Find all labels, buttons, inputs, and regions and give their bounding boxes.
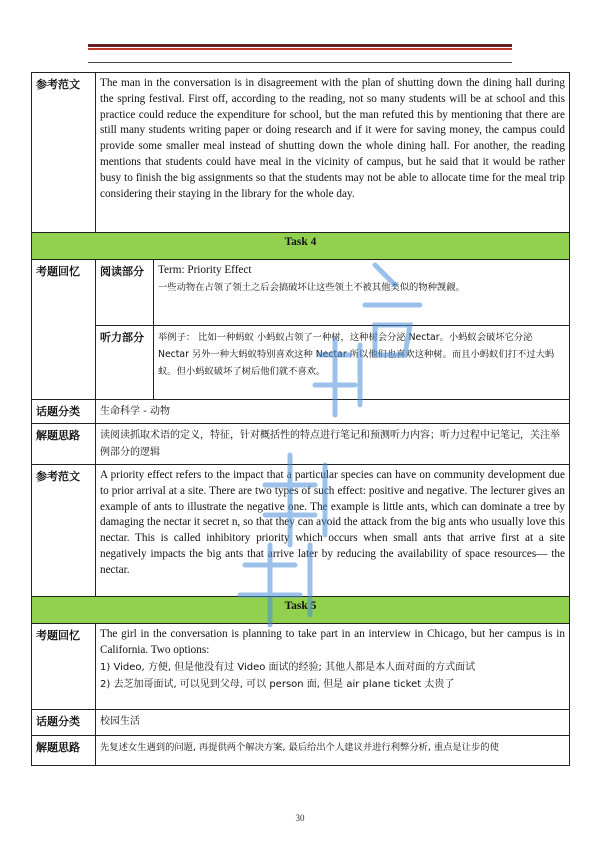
category-label: 话题分类 — [32, 710, 96, 736]
header-rule-dark — [88, 44, 512, 47]
approach-label: 解题思路 — [32, 736, 96, 766]
task5-option-2: 2) 去芝加哥面试, 可以见到父母, 可以 person 面, 但是 air plane ticket 太贵了 — [100, 678, 455, 690]
reading-label: 阅读部分 — [96, 260, 154, 326]
task4-title: Task 4 — [32, 233, 570, 260]
task4-header — [32, 233, 570, 260]
task4-approach: 读阅读抓取术语的定义，特征，针对概括性的特点进行笔记和预测听力内容；听力过程中记笔记，关注举例部分的逻辑 — [96, 424, 570, 465]
task4-listening-row — [32, 326, 570, 400]
task4-reading-cell — [154, 260, 570, 326]
header-rule-red — [88, 48, 512, 50]
task4-category: 生命科学 - 动物 — [96, 400, 570, 424]
approach-label: 解题思路 — [32, 424, 96, 465]
page-number: 30 — [295, 813, 305, 823]
block1-sample-text: The man in the conversation is in disagreement with the plan of shutting down the dining hall during the spring festival. First off, according to the reading, not so many students will be at school and this practice could reduce the expenditure for school, but the man refuted this by mentioning that there are still many students writing paper or doing research and if it were for saving money, the campus could provide some smaller meal instead of shutting down the whole dining hall. For another, the reading mentions that students could have meal in the vicinity of campus, but he said that it would be rather busy to finish the big assignments so that the students may not be able to allocate time for the meal trip considering their staying in the library for the whole day. — [96, 73, 570, 233]
task5-category-row — [32, 710, 570, 736]
task4-reading-row — [32, 260, 570, 326]
sample-answer-label: 参考范文 — [32, 73, 96, 233]
task4-sample-text: A priority effect refers to the impact that a particular species can have on community development due to prior arrival at a site. There are two types of such effect: positive and negative. The lecturer gives an example of ants to illustrate the negative one. The example is little ants, which can dominate a tree by damaging the nectar it secret n, so that they can avoid the attack from the big ants who usually love this nectar. This is called inhibitory priority which occurs when small ants that arrive first at a site negatively impacts the big ants that arrive later by reducing the availability of space resources— the nectar. — [96, 465, 570, 597]
task4-category-row — [32, 400, 570, 424]
task5-recall-row — [32, 624, 570, 710]
task4-term: Term: Priority Effect — [158, 264, 252, 276]
sample-answer-label: 参考范文 — [32, 465, 96, 597]
listening-label: 听力部分 — [96, 326, 154, 400]
header-rule-thin — [88, 62, 512, 63]
task5-category: 校园生活 — [96, 710, 570, 736]
task4-listening-text: 举例子： 比如一种蚂蚁 小蚂蚁占领了一种树，这种树会分泌 Nectar。小蚂蚁会破坏它分泌 Nectar 另外一种大蚂蚁特别喜欢这种 Nectar 所以他们也喜欢这种树。而且小蚂蚁们打不过大蚂蚁。但小蚂蚁破坏了树后他们就不喜欢。 — [154, 326, 570, 400]
task5-option-1: 1) Video, 方便, 但是他没有过 Video 面试的经验; 其他人都是本人面对面的方式面试 — [100, 661, 476, 673]
task5-title: Task 5 — [32, 597, 570, 624]
task5-recall-intro: The girl in the conversation is planning to take part in an interview in Chicago, but her campus is in California. Two options: — [100, 628, 565, 656]
task5-approach-row — [32, 736, 570, 766]
task4-reading-cn: 一些动物在占领了领土之后会搞破坏让这些领土不被其他类似的物种觊觎。 — [158, 281, 465, 293]
task4-approach-row — [32, 424, 570, 465]
task5-header — [32, 597, 570, 624]
recall-label: 考题回忆 — [32, 260, 96, 400]
block1-sample-row — [32, 73, 570, 233]
task5-recall-cell — [96, 624, 570, 710]
task4-sample-row — [32, 465, 570, 597]
category-label: 话题分类 — [32, 400, 96, 424]
task5-approach: 先复述女生遇到的问题, 再提供两个解决方案, 最后给出个人建议并进行利弊分析, 重点是让步的使 — [96, 736, 570, 766]
content-table — [31, 72, 570, 766]
recall-label: 考题回忆 — [32, 624, 96, 710]
